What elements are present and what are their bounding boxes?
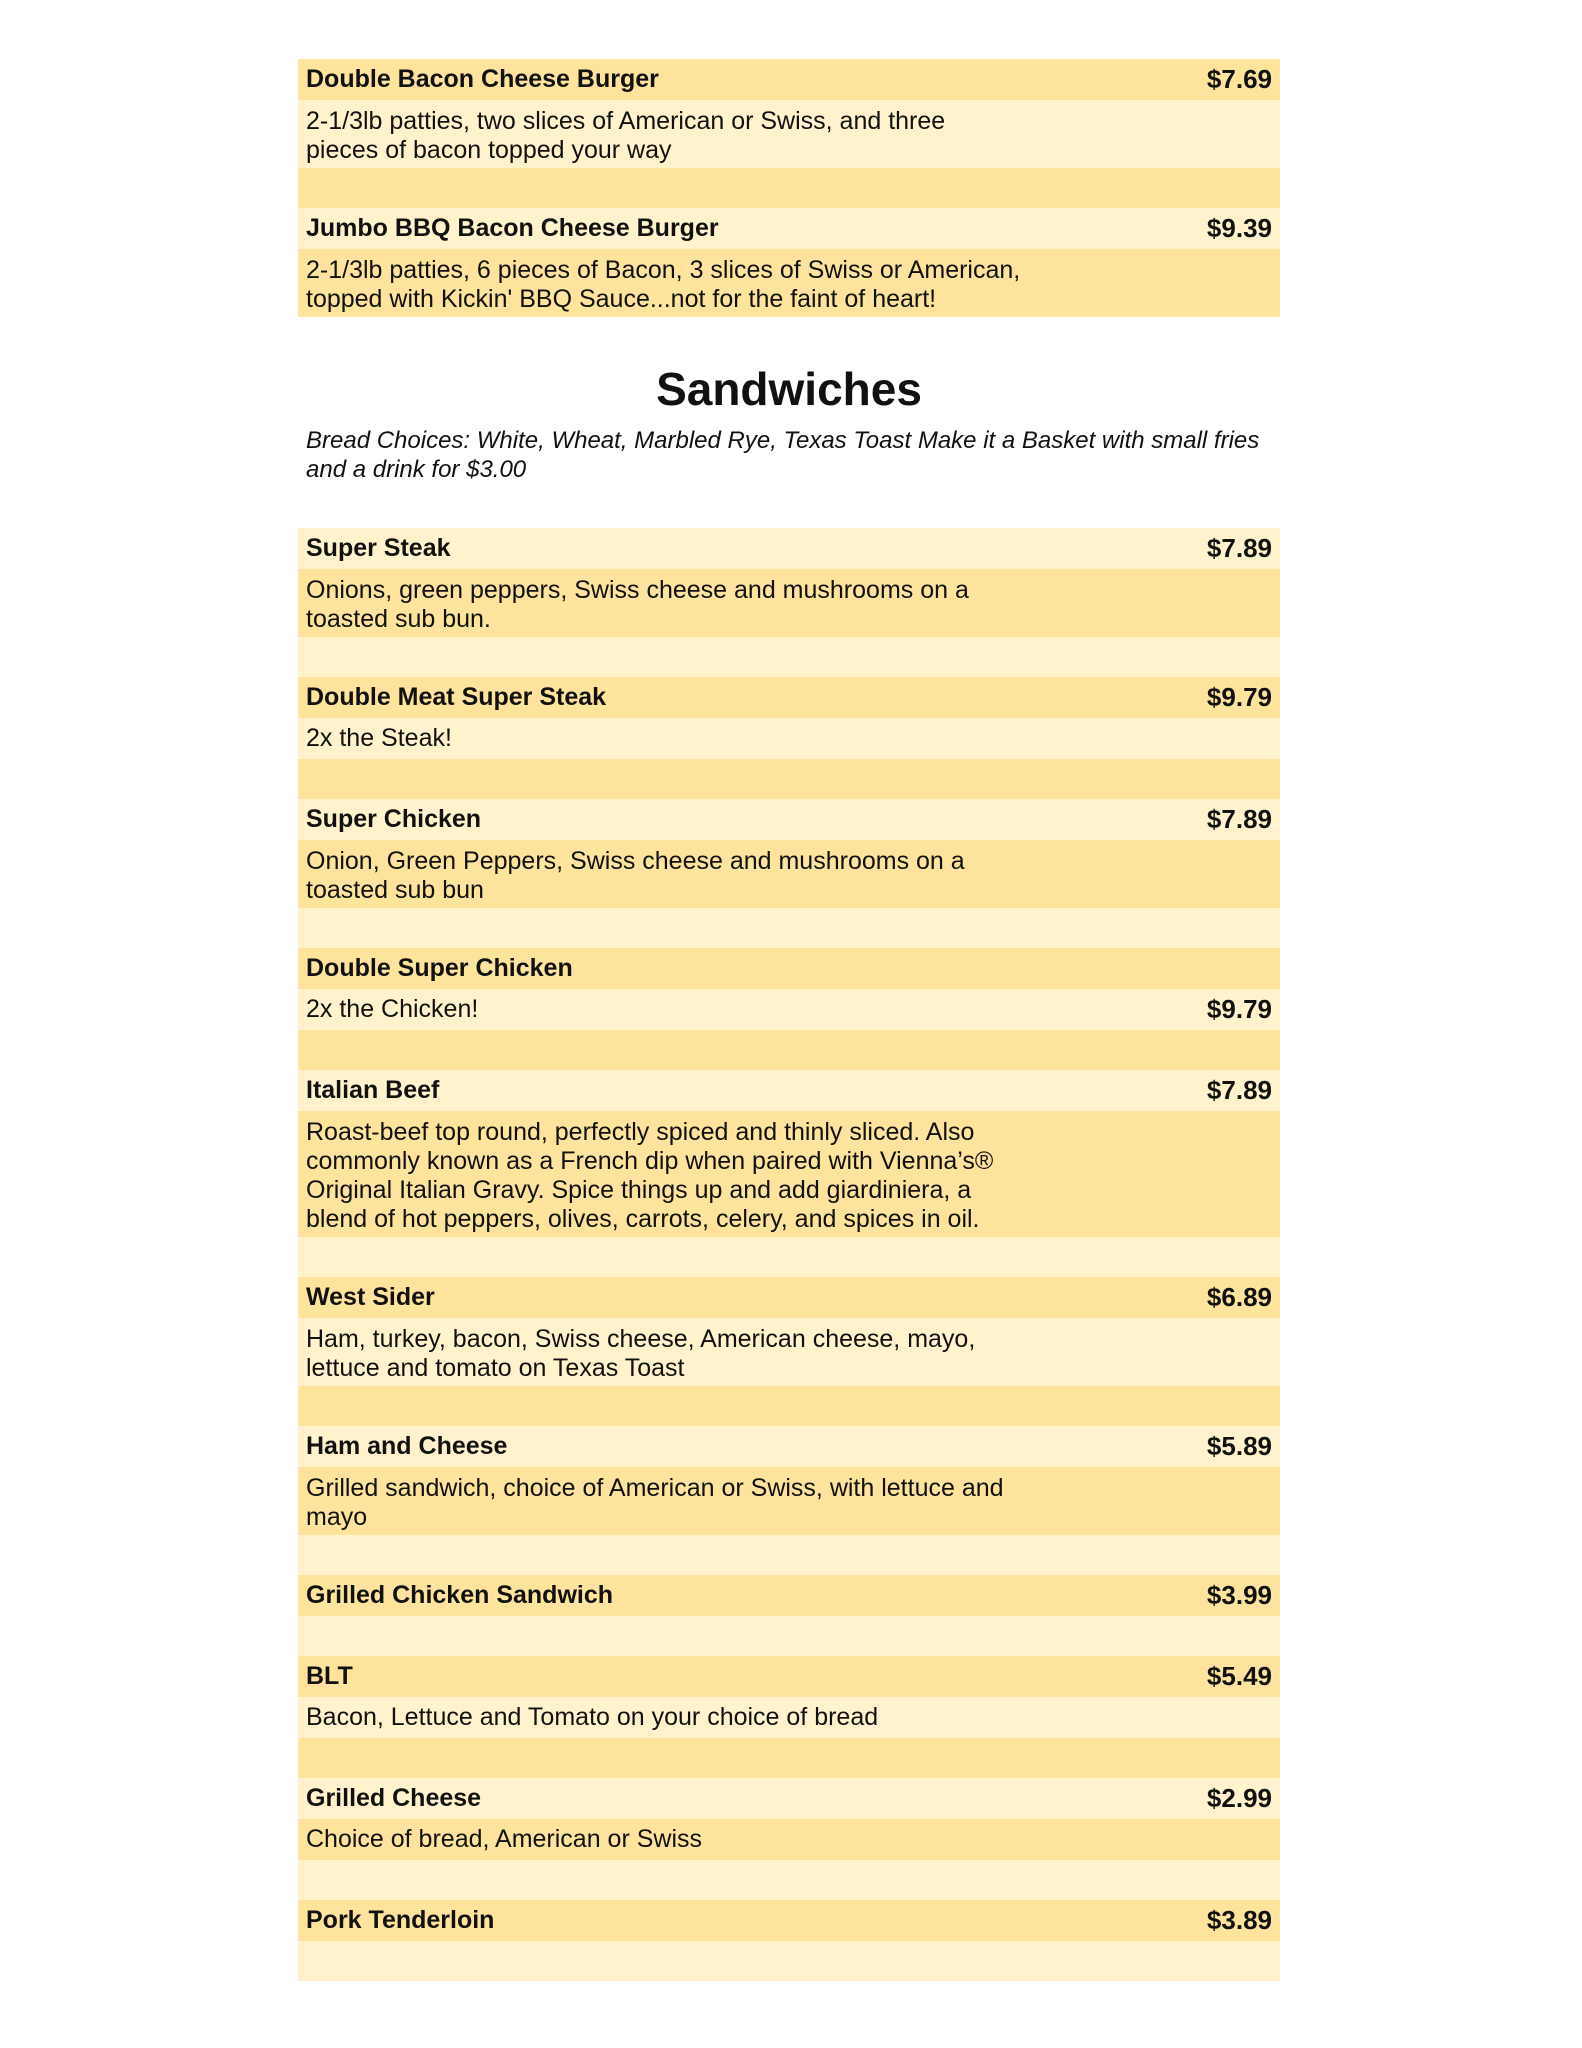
spacer-row: [298, 1616, 1280, 1656]
item-price: $6.89: [1206, 1282, 1272, 1312]
item-name: Pork Tenderloin: [306, 1906, 495, 1934]
sandwich-items: [298, 528, 1280, 1981]
item-name: Grilled Cheese: [306, 1784, 482, 1812]
menu-item-name-row: [298, 59, 1280, 100]
menu-item-desc-row: [298, 1111, 1280, 1237]
item-description: Onions, green peppers, Swiss cheese and mushrooms on a toasted sub bun.: [306, 576, 969, 633]
spacer-row: [298, 1860, 1280, 1900]
item-price: $5.49: [1206, 1661, 1272, 1691]
item-name: Double Meat Super Steak: [306, 683, 607, 711]
item-name: Ham and Cheese: [306, 1432, 508, 1460]
menu-item-name-row: [298, 1900, 1280, 1941]
item-description: Choice of bread, American or Swiss: [306, 1825, 703, 1853]
menu-item-name-row: [298, 528, 1280, 569]
spacer-row: [298, 908, 1280, 948]
item-name: Super Steak: [306, 534, 451, 562]
bread-choices-note: Bread Choices: White, Wheat, Marbled Rye, Texas Toast Make it a Basket with small fries and a drink for $3.00: [306, 427, 1260, 483]
item-name: Double Bacon Cheese Burger: [306, 65, 659, 93]
menu-item-name-row: [298, 1070, 1280, 1111]
menu-item-name-row: [298, 1575, 1280, 1616]
item-price: $9.79: [1206, 682, 1272, 712]
item-description: Grilled sandwich, choice of American or Swiss, with lettuce and mayo: [306, 1474, 1004, 1531]
item-description: 2-1/3lb patties, 6 pieces of Bacon, 3 slices of Swiss or American, topped with Kickin' BBQ Sauce...not for the faint of heart!: [306, 256, 1021, 313]
menu-item-desc-row: [298, 989, 1280, 1030]
item-price: $3.99: [1206, 1580, 1272, 1610]
menu-item-desc-row: [298, 1318, 1280, 1386]
item-price: $7.89: [1206, 1075, 1272, 1105]
item-name: West Sider: [306, 1283, 435, 1311]
item-description: Onion, Green Peppers, Swiss cheese and mushrooms on a toasted sub bun: [306, 847, 965, 904]
burger-items: [298, 59, 1280, 317]
item-price: $2.99: [1206, 1783, 1272, 1813]
item-price: $9.39: [1206, 213, 1272, 243]
spacer-row: [298, 637, 1280, 677]
item-price: $7.89: [1206, 533, 1272, 563]
item-description: Ham, turkey, bacon, Swiss cheese, American cheese, mayo, lettuce and tomato on Texas Toast: [306, 1325, 976, 1382]
menu-item-desc-row: [298, 1697, 1280, 1738]
item-description: 2-1/3lb patties, two slices of American or Swiss, and three pieces of bacon topped your way: [306, 107, 946, 164]
spacer-row: [298, 1738, 1280, 1778]
menu-item-name-row: [298, 1778, 1280, 1819]
item-name: Grilled Chicken Sandwich: [306, 1581, 614, 1609]
menu-item-desc-row: [298, 1467, 1280, 1535]
item-price: $7.69: [1206, 64, 1272, 94]
menu-item-name-row: [298, 1426, 1280, 1467]
item-description: 2x the Chicken!: [306, 995, 479, 1023]
spacer-row: [298, 1535, 1280, 1575]
item-name: BLT: [306, 1662, 353, 1690]
item-price: $9.79: [1206, 994, 1272, 1024]
spacer-row: [298, 759, 1280, 799]
spacer-row: [298, 1386, 1280, 1426]
menu-item-name-row: [298, 677, 1280, 718]
item-name: Jumbo BBQ Bacon Cheese Burger: [306, 214, 719, 242]
menu-item-name-row: [298, 799, 1280, 840]
item-price: $3.89: [1206, 1905, 1272, 1935]
menu-item-name-row: [298, 1277, 1280, 1318]
item-name: Double Super Chicken: [306, 954, 573, 982]
menu-item-name-row: [298, 208, 1280, 249]
menu-item-name-row: [298, 948, 1280, 989]
menu-item-desc-row: [298, 840, 1280, 908]
item-price: $5.89: [1206, 1431, 1272, 1461]
item-description: 2x the Steak!: [306, 724, 452, 752]
menu-item-desc-row: [298, 249, 1280, 317]
spacer-row: [298, 168, 1280, 208]
item-name: Super Chicken: [306, 805, 482, 833]
menu-item-desc-row: [298, 718, 1280, 759]
spacer-row: [298, 1030, 1280, 1070]
section-title: Sandwiches: [656, 363, 922, 415]
item-description: Roast-beef top round, perfectly spiced and thinly sliced. Also commonly known as a French dip when paired with Vienna’s® Original Italian Gravy. Spice things up and add giardiniera, a blend of hot peppers, olives, carrots, celery, and spices in oil.: [306, 1118, 994, 1233]
menu-item-name-row: [298, 1656, 1280, 1697]
menu-item-desc-row: [298, 1819, 1280, 1860]
item-name: Italian Beef: [306, 1076, 440, 1104]
spacer-row: [298, 1237, 1280, 1277]
item-price: $7.89: [1206, 804, 1272, 834]
item-description: Bacon, Lettuce and Tomato on your choice of bread: [306, 1703, 879, 1731]
menu-item-desc-row: [298, 100, 1280, 168]
spacer-row: [298, 1941, 1280, 1981]
menu-item-desc-row: [298, 569, 1280, 637]
